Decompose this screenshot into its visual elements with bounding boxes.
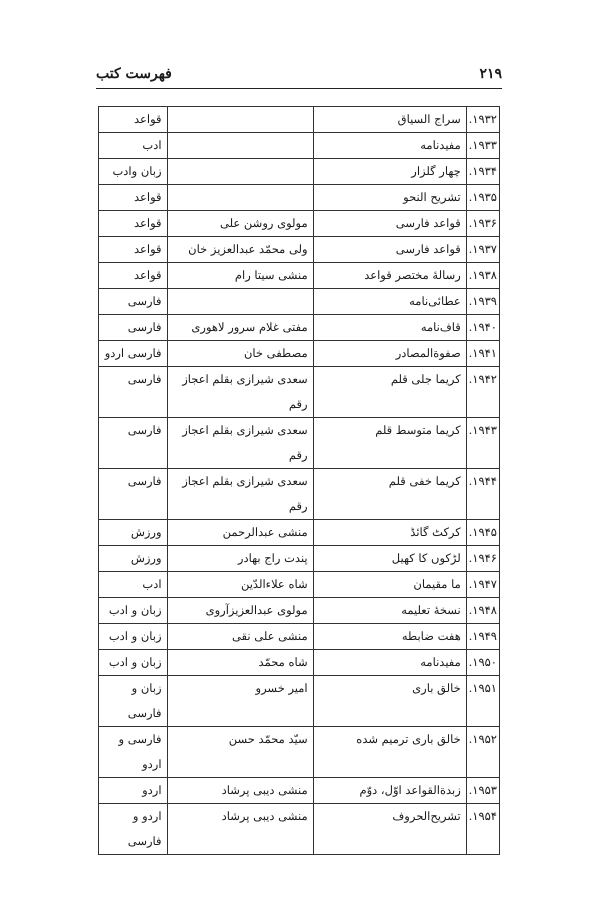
entry-number: ۱۹۳۶. [466, 211, 499, 237]
table-row [99, 727, 500, 778]
book-author: مصطفی خان [167, 341, 313, 367]
book-subject: ادب [99, 572, 168, 598]
book-author: سعدی شیرازی بقلم اعجاز رقم [167, 367, 313, 418]
table-row [99, 133, 500, 159]
book-author: سیّد محمّد حسن [167, 727, 313, 778]
book-author [167, 289, 313, 315]
book-subject: زبان و ادب [99, 650, 168, 676]
book-title: لڑکوں کا کھیل [313, 546, 466, 572]
book-subject: قواعد [99, 107, 168, 133]
book-title: هفت ضابطه [313, 624, 466, 650]
book-subject: فارسی [99, 418, 168, 469]
book-title: تشریح‌الحروف [313, 804, 466, 855]
book-author: شاه علاءالدّین [167, 572, 313, 598]
book-author: منشی دیبی پرشاد [167, 778, 313, 804]
entry-number: ۱۹۳۵. [466, 185, 499, 211]
table-row [99, 107, 500, 133]
book-title: خالق باری ترمیم شده [313, 727, 466, 778]
book-title: خالق باری [313, 676, 466, 727]
running-title: فهرست کتب [96, 66, 172, 82]
page-number: ۲۱۹ [479, 66, 502, 82]
table-row [99, 341, 500, 367]
book-subject: فارسی [99, 469, 168, 520]
book-title: ما مقیمان [313, 572, 466, 598]
book-subject: ورزش [99, 520, 168, 546]
entry-number: ۱۹۴۳. [466, 418, 499, 469]
book-catalog-table [98, 106, 500, 855]
book-subject: فارسی [99, 289, 168, 315]
table-row [99, 211, 500, 237]
book-subject: فارسی و اردو [99, 727, 168, 778]
book-author: ولی محمّد عبدالعزیز خان [167, 237, 313, 263]
book-subject: قواعد [99, 263, 168, 289]
entry-number: ۱۹۴۰. [466, 315, 499, 341]
table-row [99, 650, 500, 676]
entry-number: ۱۹۵۳. [466, 778, 499, 804]
book-author: منشی دیبی پرشاد [167, 804, 313, 855]
table-row [99, 315, 500, 341]
entry-number: ۱۹۳۹. [466, 289, 499, 315]
book-author: سعدی شیرازی بقلم اعجاز رقم [167, 469, 313, 520]
book-author: امیر خسرو [167, 676, 313, 727]
book-title: کریما خفی قلم [313, 469, 466, 520]
book-title: مفیدنامه [313, 133, 466, 159]
book-title: زبدةالقواعد اوّل، دوّم [313, 778, 466, 804]
entry-number: ۱۹۴۱. [466, 341, 499, 367]
book-subject: ورزش [99, 546, 168, 572]
entry-number: ۱۹۴۲. [466, 367, 499, 418]
book-subject: فارسی [99, 315, 168, 341]
entry-number: ۱۹۴۸. [466, 598, 499, 624]
book-author [167, 185, 313, 211]
entry-number: ۱۹۵۲. [466, 727, 499, 778]
book-title: سراج السیاق [313, 107, 466, 133]
book-author: منشی علی نقی [167, 624, 313, 650]
entry-number: ۱۹۵۴. [466, 804, 499, 855]
book-title: کرکٹ گائڈ [313, 520, 466, 546]
table-body [99, 107, 500, 855]
entry-number: ۱۹۵۰. [466, 650, 499, 676]
book-subject: قواعد [99, 237, 168, 263]
book-subject: فارسی اردو [99, 341, 168, 367]
book-author: منشی عبدالرحمن [167, 520, 313, 546]
table-row [99, 263, 500, 289]
book-subject: اردو و فارسی [99, 804, 168, 855]
book-title: کریما متوسط قلم [313, 418, 466, 469]
book-author [167, 159, 313, 185]
page-header [96, 66, 502, 88]
table-row [99, 469, 500, 520]
entry-number: ۱۹۳۷. [466, 237, 499, 263]
book-title: قواعد فارسی [313, 211, 466, 237]
book-author: شاه محمّد [167, 650, 313, 676]
book-subject: فارسی [99, 367, 168, 418]
entry-number: ۱۹۴۹. [466, 624, 499, 650]
book-subject: قواعد [99, 211, 168, 237]
table-row [99, 778, 500, 804]
book-author [167, 133, 313, 159]
table-row [99, 159, 500, 185]
book-title: نسخهٔ تعلیمه [313, 598, 466, 624]
book-subject: زبان وادب [99, 159, 168, 185]
book-author [167, 107, 313, 133]
entry-number: ۱۹۳۴. [466, 159, 499, 185]
table-row [99, 520, 500, 546]
book-title: رسالهٔ مختصر قواعد [313, 263, 466, 289]
entry-number: ۱۹۳۲. [466, 107, 499, 133]
book-author: مفتی غلام سرور لاهوری [167, 315, 313, 341]
book-title: کریما جلی قلم [313, 367, 466, 418]
book-author: مولوی عبدالعزیزآروی [167, 598, 313, 624]
book-subject: اردو [99, 778, 168, 804]
book-author: منشی سیتا رام [167, 263, 313, 289]
book-author: مولوی روشن علی [167, 211, 313, 237]
book-subject: زبان و فارسی [99, 676, 168, 727]
table-row [99, 237, 500, 263]
entry-number: ۱۹۴۶. [466, 546, 499, 572]
table-row [99, 804, 500, 855]
entry-number: ۱۹۴۴. [466, 469, 499, 520]
book-author: سعدی شیرازی بقلم اعجاز رقم [167, 418, 313, 469]
book-subject: زبان و ادب [99, 624, 168, 650]
table-row [99, 572, 500, 598]
table-row [99, 598, 500, 624]
book-title: قواعد فارسی [313, 237, 466, 263]
book-title: تشریح النحو [313, 185, 466, 211]
entry-number: ۱۹۳۸. [466, 263, 499, 289]
book-title: مفیدنامه [313, 650, 466, 676]
book-author: پندت راج بهادر [167, 546, 313, 572]
table-row [99, 367, 500, 418]
header-rule [96, 88, 502, 89]
table-row [99, 546, 500, 572]
book-subject: زبان و ادب [99, 598, 168, 624]
entry-number: ۱۹۵۱. [466, 676, 499, 727]
book-title: صفوةالمصادر [313, 341, 466, 367]
entry-number: ۱۹۳۳. [466, 133, 499, 159]
book-title: چهار گلزار [313, 159, 466, 185]
entry-number: ۱۹۴۷. [466, 572, 499, 598]
table-row [99, 185, 500, 211]
table-row [99, 624, 500, 650]
book-title: قاف‌نامه [313, 315, 466, 341]
table-row [99, 418, 500, 469]
table-row [99, 676, 500, 727]
table-row [99, 289, 500, 315]
book-subject: ادب [99, 133, 168, 159]
book-title: عطائی‌نامه [313, 289, 466, 315]
book-subject: قواعد [99, 185, 168, 211]
entry-number: ۱۹۴۵. [466, 520, 499, 546]
